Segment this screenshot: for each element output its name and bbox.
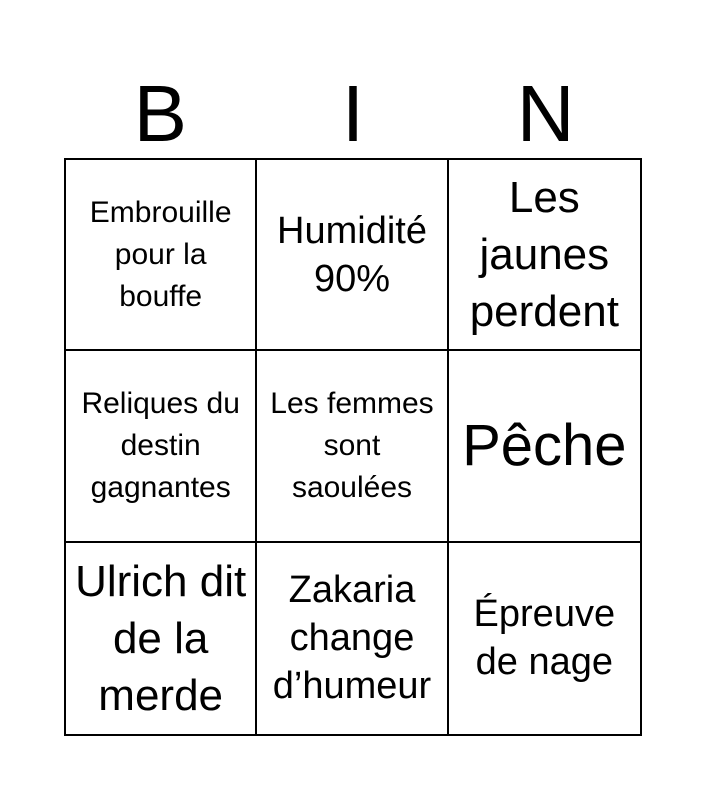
bingo-cell-2[interactable] bbox=[257, 160, 448, 351]
bingo-cell-8[interactable] bbox=[257, 543, 448, 734]
cell-label: Zakaria change d’humeur bbox=[272, 569, 432, 708]
cell-label: Embrouille pour la bouffe bbox=[89, 195, 232, 313]
bingo-cell-3[interactable] bbox=[449, 160, 640, 351]
bingo-cell-9[interactable] bbox=[449, 543, 640, 734]
cell-label: Les jaunes perdent bbox=[469, 173, 619, 337]
cell-label: Reliques du destin gagnantes bbox=[81, 386, 240, 504]
cell-label: Ulrich dit de la merde bbox=[75, 556, 247, 720]
bingo-board bbox=[64, 158, 642, 736]
cell-label: Pêche bbox=[462, 412, 627, 478]
header-letter-b: B bbox=[133, 69, 187, 158]
bingo-cell-7[interactable] bbox=[66, 543, 257, 734]
cell-label: Les femmes sont saoulées bbox=[270, 386, 434, 504]
bingo-cell-5[interactable] bbox=[257, 351, 448, 542]
bingo-cell-6[interactable] bbox=[449, 351, 640, 542]
cell-label: Épreuve de nage bbox=[473, 593, 616, 684]
header-letter-n: N bbox=[516, 69, 575, 158]
bingo-header bbox=[64, 69, 642, 158]
bingo-cell-4[interactable] bbox=[66, 351, 257, 542]
cell-label: Humidité 90% bbox=[277, 209, 427, 300]
bingo-cell-1[interactable] bbox=[66, 160, 257, 351]
header-letter-i: I bbox=[341, 69, 365, 158]
